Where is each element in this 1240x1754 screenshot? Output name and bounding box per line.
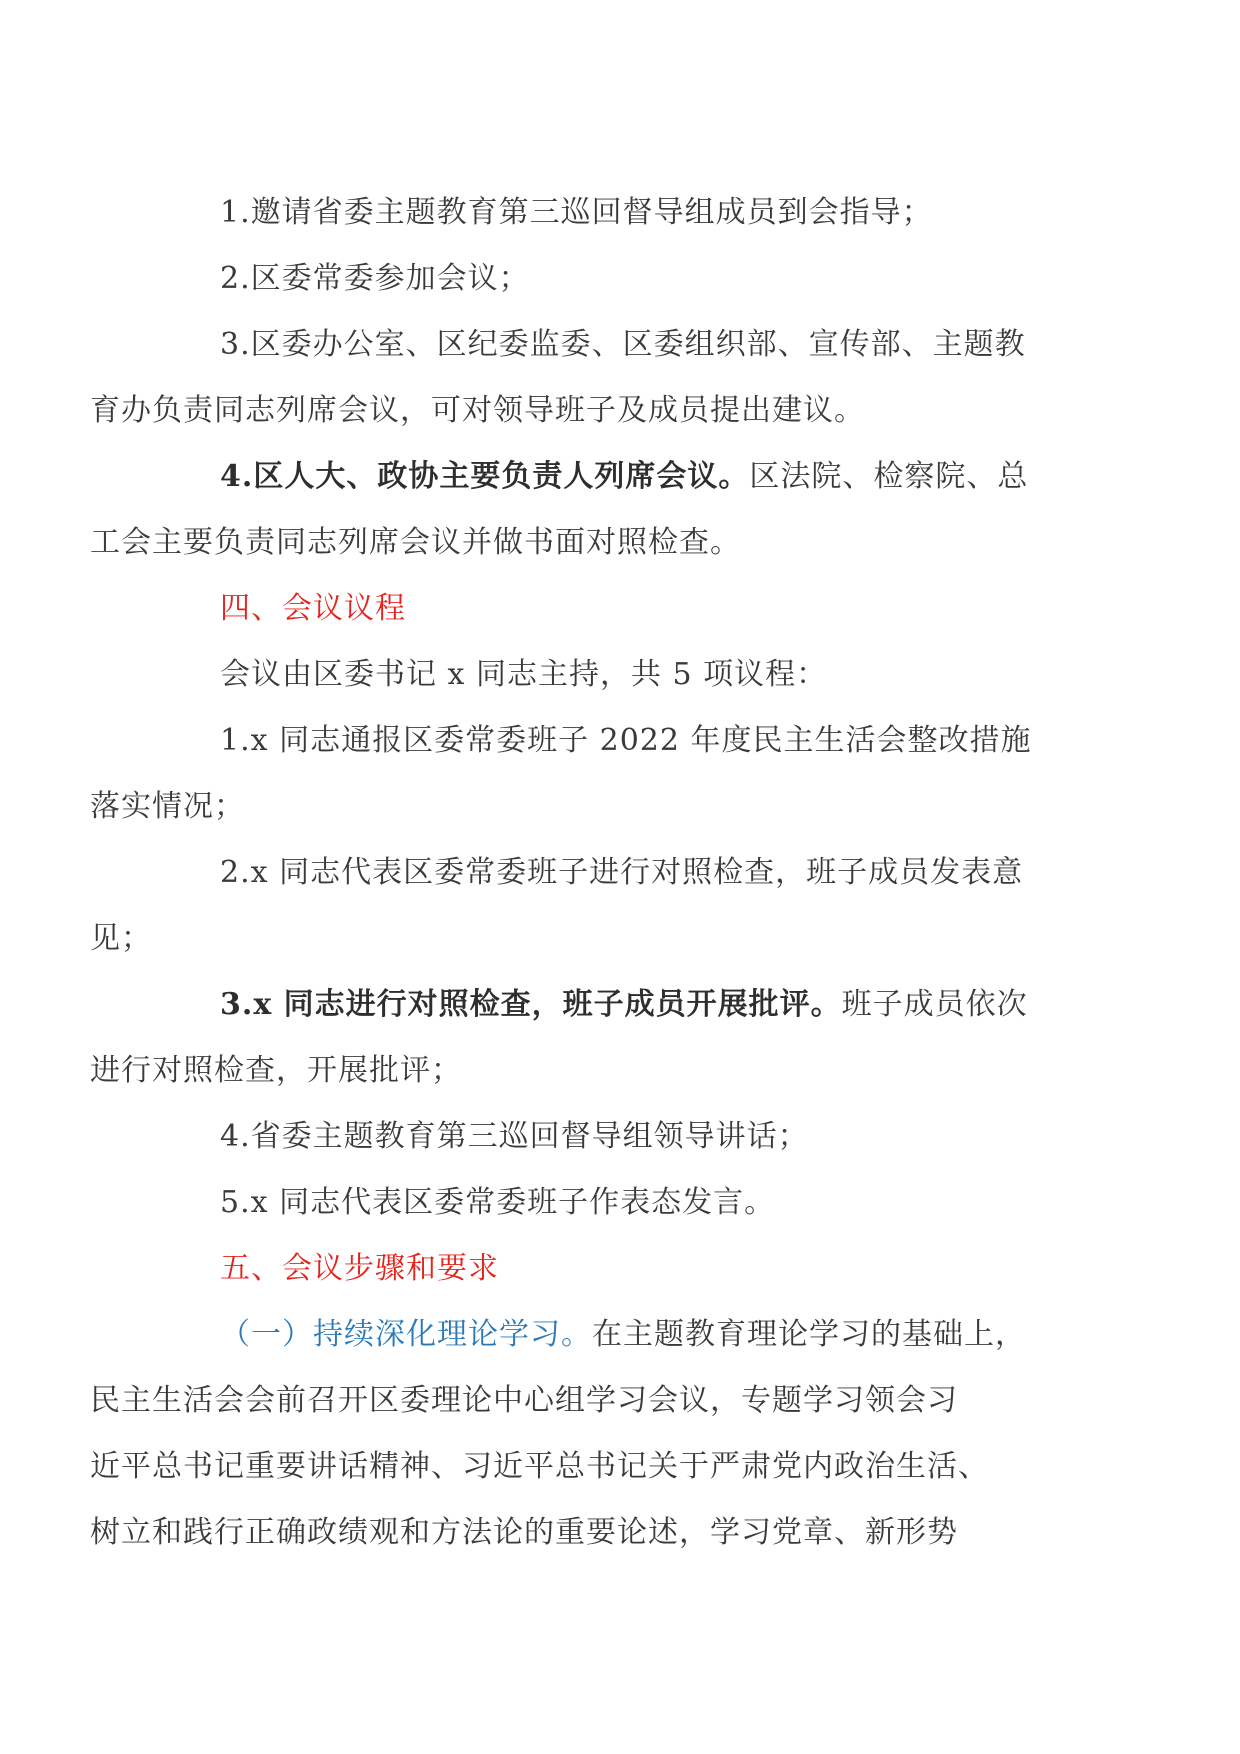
step-1-line-4: 树立和践行正确政绩观和方法论的重要论述，学习党章、新形势 — [90, 1515, 958, 1550]
agenda-item-2-line-1: 2.x 同志代表区委常委班子进行对照检查，班子成员发表意 — [220, 855, 1024, 890]
agenda-item-3-line-2: 进行对照检查，开展批评； — [90, 1053, 462, 1088]
agenda-intro — [155, 642, 1095, 708]
agenda-item-1-line-1: 1.x 同志通报区委常委班子 2022 年度民主生活会整改措施 — [220, 723, 1032, 758]
section-heading-steps: 五、会议步骤和要求 — [220, 1251, 499, 1286]
agenda-item-3-bold-lead: 3.x 同志进行对照检查，班子成员开展批评。 — [220, 987, 842, 1022]
attendee-item-4 — [90, 444, 1095, 576]
agenda-item-2-line-2: 见； — [90, 921, 152, 956]
attendee-item-1 — [155, 180, 1095, 246]
step-1-line-2: 民主生活会会前召开区委理论中心组学习会议，专题学习领会习 — [90, 1383, 958, 1418]
agenda-item-4 — [155, 1104, 1095, 1170]
attendee-item-3 — [90, 312, 1095, 444]
attendee-item-4-rest: 区法院、检察院、总 — [749, 459, 1029, 494]
attendee-item-4-bold-lead: 4.区人大、政协主要负责人列席会议。 — [220, 459, 750, 494]
attendee-item-2 — [155, 246, 1095, 312]
attendee-item-2-text: 2.区委常委参加会议； — [220, 261, 530, 296]
section-heading-agenda: 四、会议议程 — [220, 591, 406, 626]
agenda-item-3 — [90, 972, 1095, 1104]
agenda-item-1 — [90, 708, 1095, 840]
document-body — [90, 180, 1095, 1566]
attendee-item-4-line-2: 工会主要负责同志列席会议并做书面对照检查。 — [90, 525, 741, 560]
agenda-item-5 — [155, 1170, 1095, 1236]
step-1-paragraph — [90, 1302, 1095, 1566]
agenda-item-1-line-2: 落实情况； — [90, 789, 245, 824]
attendee-item-3-line-1: 3.区委办公室、区纪委监委、区委组织部、宣传部、主题教 — [220, 327, 1026, 362]
agenda-intro-text: 会议由区委书记 x 同志主持，共 5 项议程： — [220, 657, 828, 692]
agenda-item-2 — [90, 840, 1095, 972]
attendee-item-3-line-2: 育办负责同志列席会议，可对领导班子及成员提出建议。 — [90, 393, 865, 428]
agenda-item-3-rest: 班子成员依次 — [841, 987, 1028, 1022]
step-1-subheading: （一）持续深化理论学习。 — [220, 1317, 592, 1352]
step-1-rest: 在主题教育理论学习的基础上， — [592, 1317, 1026, 1352]
agenda-item-5-text: 5.x 同志代表区委常委班子作表态发言。 — [220, 1185, 776, 1220]
step-1-line-3: 近平总书记重要讲话精神、习近平总书记关于严肃党内政治生活、 — [90, 1449, 989, 1484]
agenda-item-4-text: 4.省委主题教育第三巡回督导组领导讲话； — [220, 1119, 809, 1154]
attendee-item-1-text: 1.邀请省委主题教育第三巡回督导组成员到会指导； — [220, 195, 933, 230]
